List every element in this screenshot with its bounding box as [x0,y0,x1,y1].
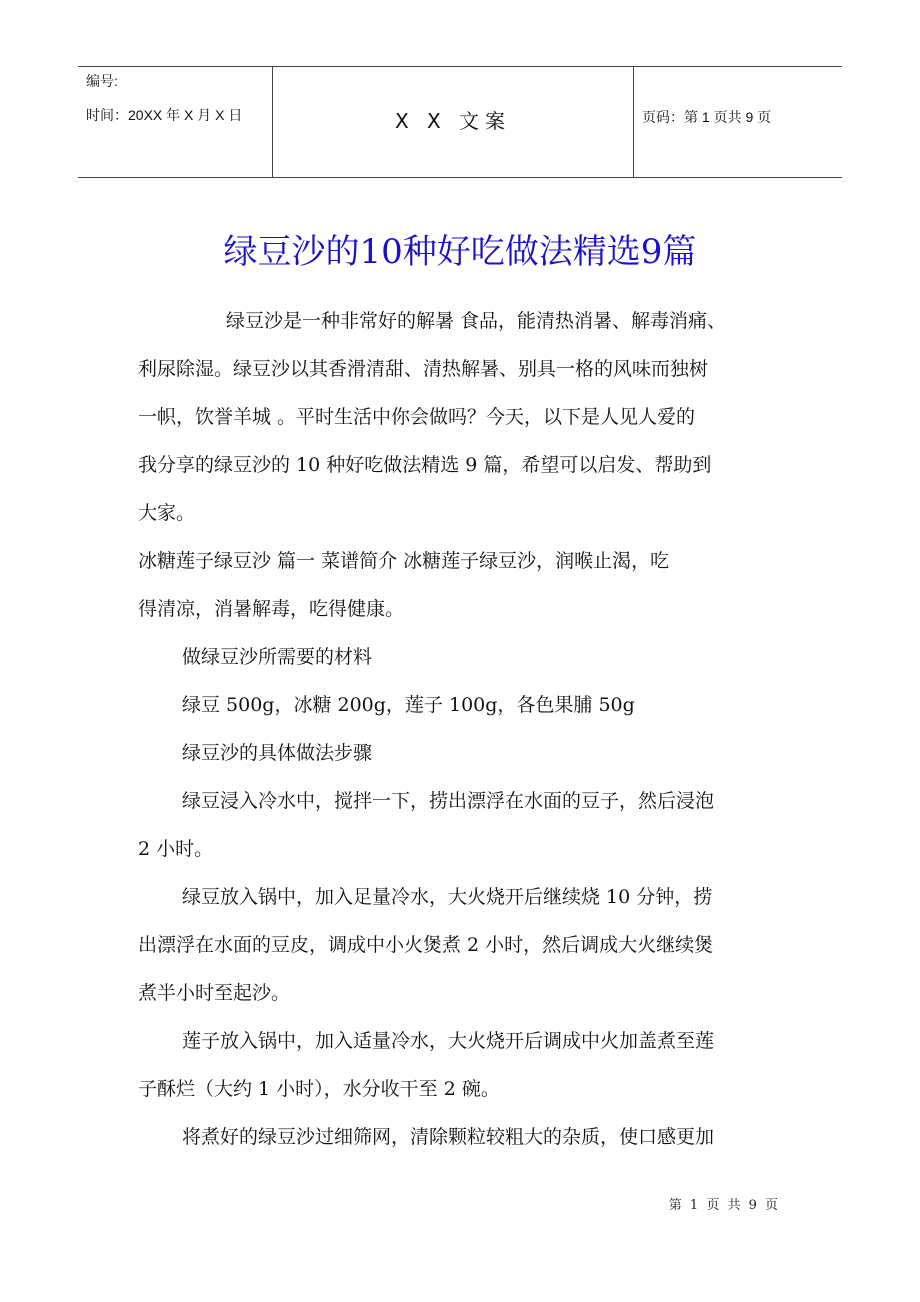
header-meta-cell [78,67,272,177]
paragraph-line: 莲子放入锅中，加入适量冷水，大火烧开后调成中火加盖煮至莲 [182,1030,715,1052]
paragraph-line: 绿豆放入锅中，加入足量冷水，大火烧开后继续烧 10 分钟，捞 [182,886,713,908]
paragraph-line: 我分享的绿豆沙的 10 种好吃做法精选 9 篇，希望可以启发、帮助到 [138,454,712,476]
paragraph-line: 将煮好的绿豆沙过细筛网，清除颗粒较粗大的杂质，使口感更加 [182,1126,715,1148]
ingredients-line: 绿豆 500g，冰糖 200g，莲子 100g，各色果脯 50g [182,694,635,716]
paragraph-line: 2 小时。 [138,838,214,860]
paragraph-line: 一帜，饮誉羊城 。平时生活中你会做吗？今天，以下是人见人爱的 [138,406,696,428]
paragraph-line: 大家。 [138,502,196,524]
header-page-cell [634,67,842,177]
header-doc-type-cell [272,67,634,177]
section-heading: 绿豆沙的具体做法步骤 [182,742,373,764]
page-code: 页码：第 1 页共 9 页 [642,109,772,125]
section-heading: 做绿豆沙所需要的材料 [182,646,373,668]
page-title: 绿豆沙的10种好吃做法精选9篇 [223,232,697,272]
paragraph-line: 冰糖莲子绿豆沙 篇一 菜谱简介 冰糖莲子绿豆沙，润喉止渴，吃 [138,550,670,572]
paragraph-line: 绿豆浸入冷水中，搅拌一下，捞出漂浮在水面的豆子，然后浸泡 [182,790,715,812]
document-type: X X 文案 [394,109,512,133]
footer-page-indicator: 第 1 页 共 9 页 [668,1198,780,1213]
paragraph-line: 子酥烂（大约 1 小时），水分收干至 2 碗。 [138,1078,500,1100]
serial-number-label: 编号: [86,73,118,89]
date-label: 时间：20XX 年 X 月 X 日 [86,107,243,123]
paragraph-line: 煮半小时至起沙。 [138,982,291,1004]
paragraph-line: 得清凉，消暑解毒，吃得健康。 [138,598,405,620]
document-header [78,66,842,178]
paragraph-line: 绿豆沙是一种非常好的解暑 食品，能清热消暑、解毒消痛、 [226,310,727,332]
paragraph-line: 出漂浮在水面的豆皮，调成中小火煲煮 2 小时，然后调成大火继续煲 [138,934,714,956]
paragraph-line: 利尿除湿。绿豆沙以其香滑清甜、清热解暑、别具一格的风味而独树 [138,358,709,380]
